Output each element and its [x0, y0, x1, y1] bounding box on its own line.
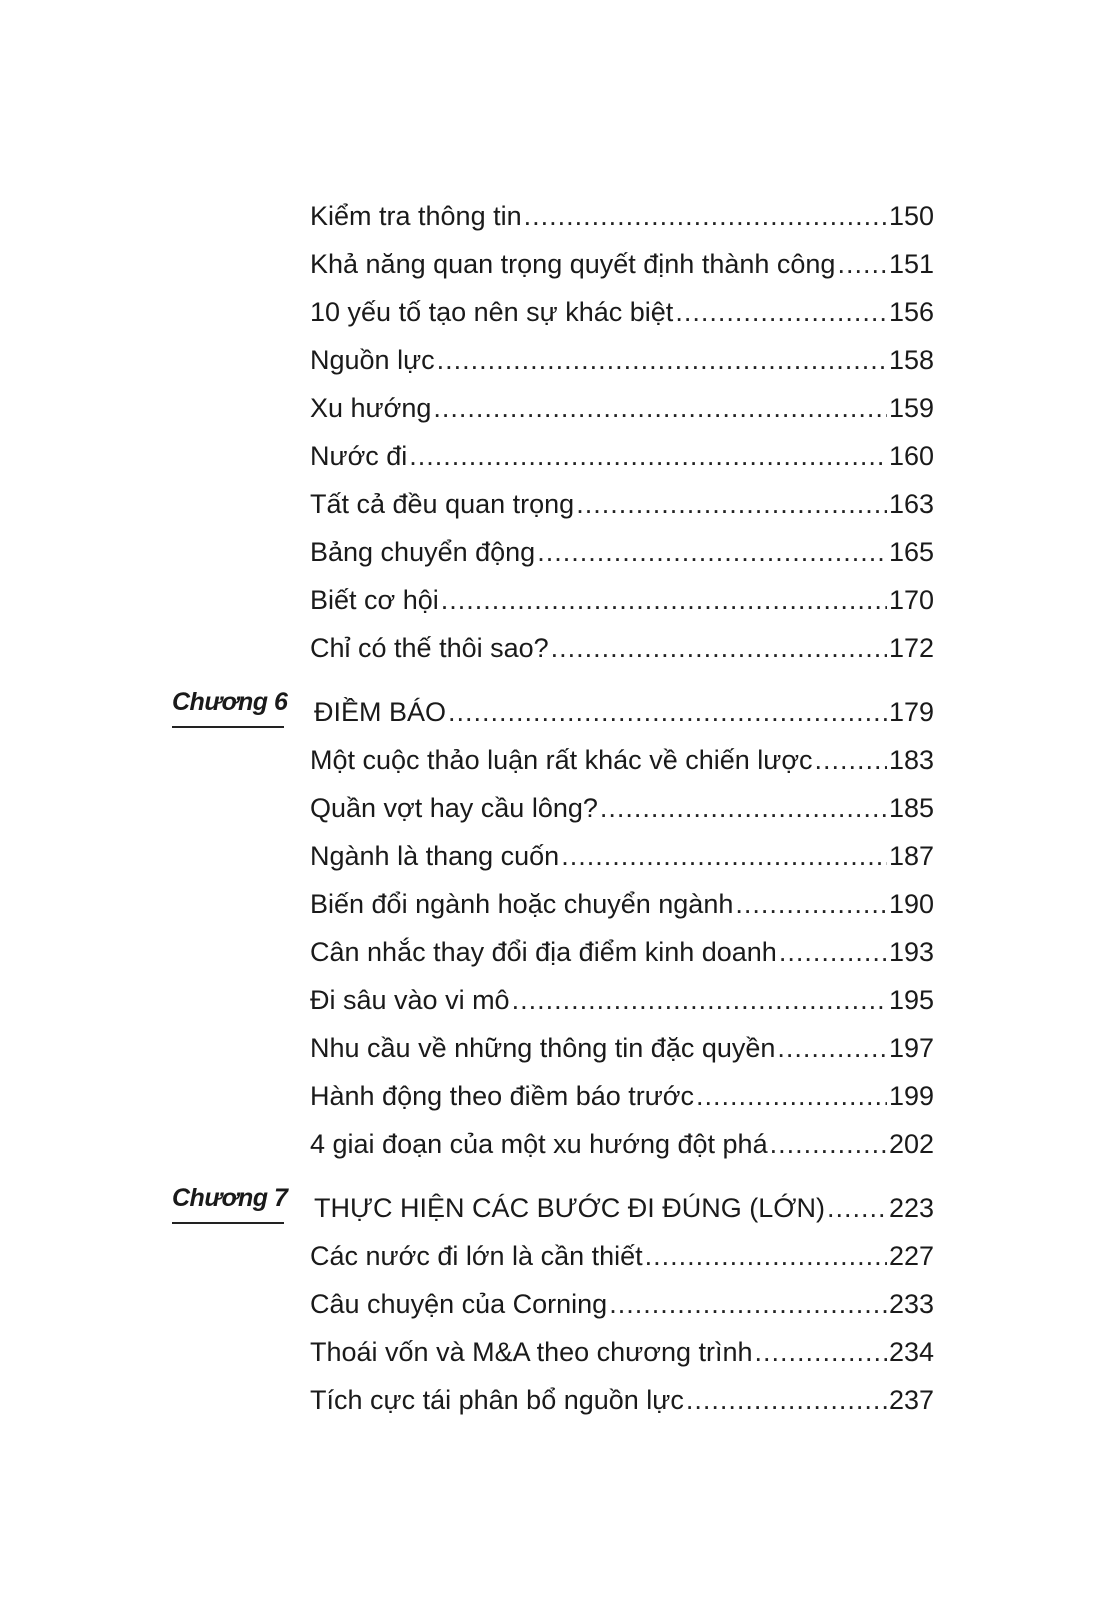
toc-entry[interactable]: [310, 1020, 934, 1064]
toc-entry-page: 195: [888, 985, 934, 1015]
toc-entry-page: 199: [888, 1081, 934, 1111]
toc-entry-page: 193: [888, 937, 934, 967]
toc-entry-page: 227: [888, 1241, 934, 1271]
toc-entry-page: 156: [888, 297, 934, 327]
dot-leader: [815, 744, 887, 776]
toc-entry[interactable]: [310, 732, 934, 776]
dot-leader: [600, 792, 887, 824]
toc-entry[interactable]: [310, 236, 934, 280]
dot-leader: [537, 536, 887, 568]
toc-entry-title: Nguồn lực: [310, 345, 435, 375]
dot-leader: [696, 1080, 887, 1112]
dot-leader: [755, 1336, 887, 1368]
toc-entry[interactable]: [310, 332, 934, 376]
toc-entry[interactable]: [310, 284, 934, 328]
toc-entry-title: Khả năng quan trọng quyết định thành công: [310, 249, 836, 279]
chapter-6-label: Chương 6: [172, 686, 284, 728]
dot-leader: [675, 296, 887, 328]
dot-leader: [576, 488, 887, 520]
dot-leader: [512, 984, 887, 1016]
toc-entry-title: Tích cực tái phân bổ nguồn lực: [310, 1385, 684, 1415]
toc-entry[interactable]: [310, 972, 934, 1016]
dot-leader: [409, 440, 887, 472]
toc-entry[interactable]: [310, 476, 934, 520]
toc-entry-title: Câu chuyện của Corning: [310, 1289, 608, 1319]
chapter-7-label: Chương 7: [172, 1182, 284, 1224]
dot-leader: [524, 200, 887, 232]
dot-leader: [837, 248, 887, 280]
toc-entry[interactable]: [310, 428, 934, 472]
toc-entry-page: 179: [888, 697, 934, 727]
toc-entry[interactable]: [310, 1372, 934, 1416]
dot-leader: [437, 344, 887, 376]
toc-entry-page: 159: [888, 393, 934, 423]
toc-entry-title: Ngành là thang cuốn: [310, 841, 560, 871]
toc-entry-page: 197: [888, 1033, 934, 1063]
toc-entry-page: 160: [888, 441, 934, 471]
toc-entry-page: 158: [888, 345, 934, 375]
toc-entry[interactable]: [310, 1116, 934, 1160]
dot-leader: [779, 936, 887, 968]
toc-entry-page: 185: [888, 793, 934, 823]
toc-entry-title: 4 giai đoạn của một xu hướng đột phá: [310, 1129, 768, 1159]
toc-entry-title: Kiểm tra thông tin: [310, 201, 522, 231]
toc-entry[interactable]: [310, 524, 934, 568]
toc-chapter-heading[interactable]: [314, 684, 934, 728]
toc-entry-title: THỰC HIỆN CÁC BƯỚC ĐI ĐÚNG (LỚN): [314, 1193, 825, 1223]
toc-entry-page: 233: [888, 1289, 934, 1319]
toc-entry-page: 202: [888, 1129, 934, 1159]
toc-entry-title: Xu hướng: [310, 393, 432, 423]
toc-entry-page: 170: [888, 585, 934, 615]
toc-entry-page: 223: [888, 1193, 934, 1223]
toc-entry-title: Quần vợt hay cầu lông?: [310, 793, 598, 823]
toc-entry-title: Cân nhắc thay đổi địa điểm kinh doanh: [310, 937, 777, 967]
toc-entry-title: Biến đổi ngành hoặc chuyển ngành: [310, 889, 734, 919]
toc-entry-page: 150: [888, 201, 934, 231]
dot-leader: [735, 888, 887, 920]
toc-entry-title: Chỉ có thế thôi sao?: [310, 633, 549, 663]
toc-entry-title: Biết cơ hội: [310, 585, 439, 615]
toc-entry-title: Thoái vốn và M&A theo chương trình: [310, 1337, 753, 1367]
toc-entry-page: 187: [888, 841, 934, 871]
toc-entry-page: 151: [888, 249, 934, 279]
toc-entry-page: 234: [888, 1337, 934, 1367]
toc-entry-title: 10 yếu tố tạo nên sự khác biệt: [310, 297, 674, 327]
dot-leader: [645, 1240, 887, 1272]
dot-leader: [686, 1384, 887, 1416]
toc-entry[interactable]: [310, 380, 934, 424]
toc-entry[interactable]: [310, 924, 934, 968]
dot-leader: [609, 1288, 887, 1320]
toc-entry[interactable]: [310, 572, 934, 616]
toc-entry[interactable]: [310, 1228, 934, 1272]
toc-entry-page: 190: [888, 889, 934, 919]
toc-entry[interactable]: [310, 620, 934, 664]
toc-entry-title: Nhu cầu về những thông tin đặc quyền: [310, 1033, 776, 1063]
toc-entry-page: 237: [888, 1385, 934, 1415]
dot-leader: [433, 392, 887, 424]
toc-entry-page: 183: [888, 745, 934, 775]
dot-leader: [827, 1192, 887, 1224]
toc-entry-title: Một cuộc thảo luận rất khác về chiến lược: [310, 745, 813, 775]
dot-leader: [441, 584, 887, 616]
toc-entry-title: Bảng chuyển động: [310, 537, 536, 567]
toc-entry-page: 165: [888, 537, 934, 567]
toc-entry[interactable]: [310, 1324, 934, 1368]
dot-leader: [561, 840, 887, 872]
toc-entry[interactable]: [310, 780, 934, 824]
dot-leader: [551, 632, 887, 664]
toc-entry[interactable]: [310, 1068, 934, 1112]
toc-entry-title: ĐIỀM BÁO: [314, 697, 447, 727]
dot-leader: [770, 1128, 887, 1160]
toc-entry-title: Các nước đi lớn là cần thiết: [310, 1241, 643, 1271]
toc-entry[interactable]: [310, 876, 934, 920]
toc-entry-page: 163: [888, 489, 934, 519]
toc-entry-title: Hành động theo điềm báo trước: [310, 1081, 695, 1111]
dot-leader: [448, 696, 887, 728]
toc-entry-title: Tất cả đều quan trọng: [310, 489, 575, 519]
toc-entry[interactable]: [310, 1276, 934, 1320]
toc-entry-page: 172: [888, 633, 934, 663]
dot-leader: [777, 1032, 887, 1064]
toc-entry-title: Nước đi: [310, 441, 408, 471]
toc-chapter-heading[interactable]: [314, 1180, 934, 1224]
toc-entry[interactable]: [310, 188, 934, 232]
toc-entry-title: Đi sâu vào vi mô: [310, 985, 510, 1015]
toc-entry[interactable]: [310, 828, 934, 872]
